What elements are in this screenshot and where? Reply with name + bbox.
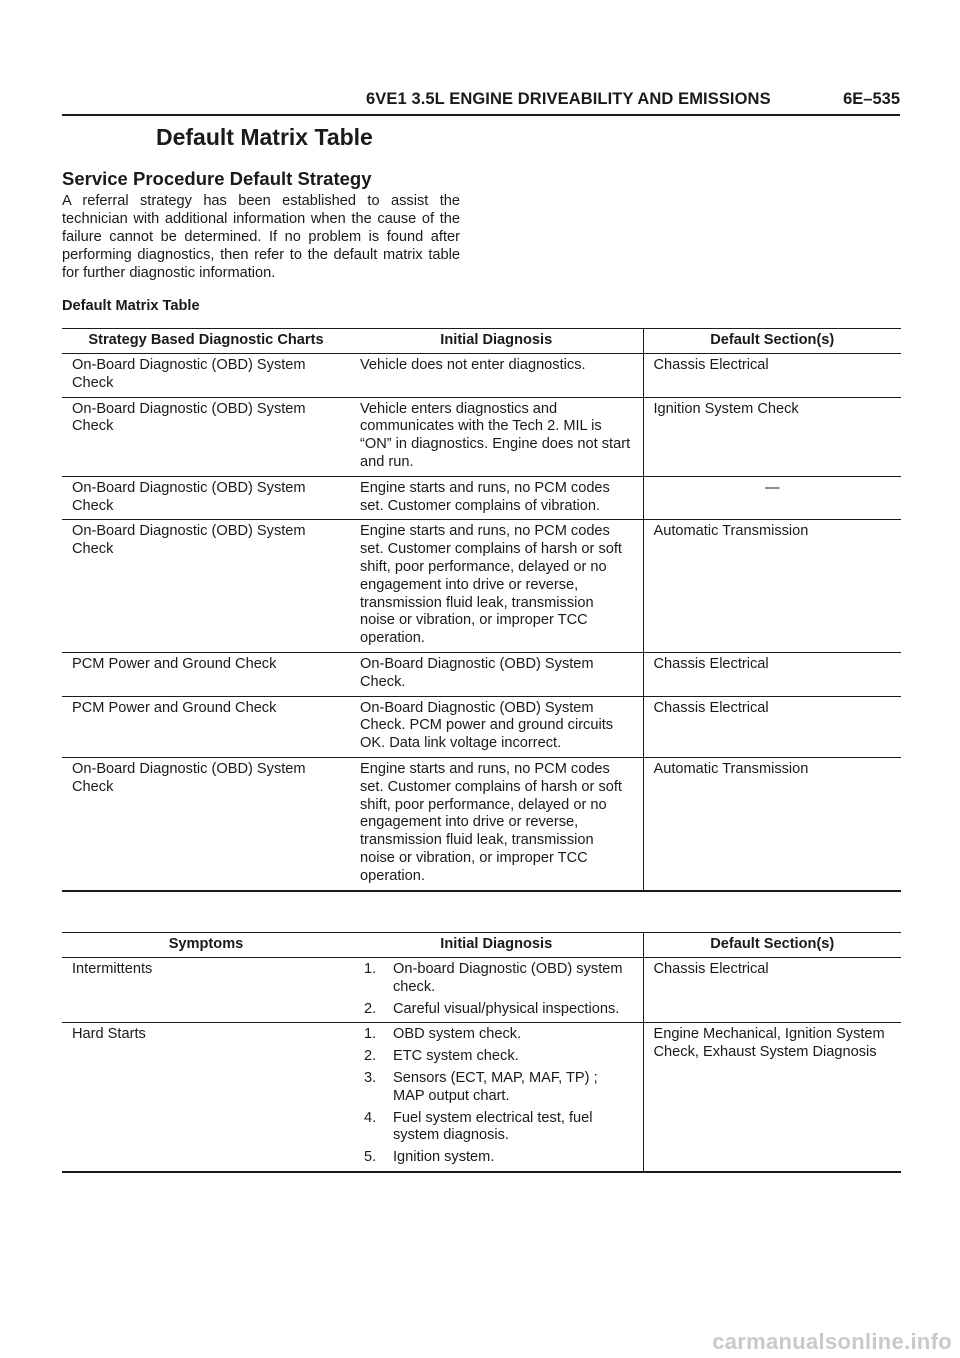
table-header-row — [62, 933, 901, 958]
list-item — [360, 1110, 633, 1146]
list-item — [360, 1001, 633, 1019]
table-row — [62, 696, 901, 757]
step-text: Ignition system. — [393, 1149, 495, 1166]
table-cell: On-Board Diagnostic (OBD) System Check — [62, 476, 350, 520]
table-cell: On-Board Diagnostic (OBD) System Check — [72, 760, 306, 795]
column-header: Default Section(s) — [643, 329, 901, 354]
table-cell: — — [643, 476, 901, 520]
diagnosis-steps — [360, 1026, 633, 1167]
step-text: On-board Diagnostic (OBD) system check. — [393, 961, 623, 995]
table-caption: Default Matrix Table — [62, 298, 200, 314]
list-item — [360, 1070, 633, 1106]
section-cell: Engine Mechanical, Ignition System Check, Exhaust System Diagnosis — [643, 1023, 901, 1172]
table-row — [62, 520, 901, 653]
step-number: 1. — [364, 961, 377, 977]
table-cell: Engine starts and runs, no PCM codes set. Customer complains of vibration. — [350, 476, 643, 520]
step-text: ETC system check. — [393, 1048, 519, 1065]
table-row — [62, 1023, 901, 1172]
table-cell: Engine starts and runs, no PCM codes set. Customer complains of harsh or soft shift, poor performance, delayed or no engagement into drive or reverse, transmission fluid leak, transmission noise or vibration, or improper TCC operation. — [360, 760, 622, 884]
column-header: Initial Diagnosis — [350, 329, 643, 354]
table-cell: On-Board Diagnostic (OBD) System Check — [62, 520, 350, 653]
list-item — [360, 961, 633, 997]
watermark: carmanualsonline.info — [712, 1329, 952, 1354]
step-number: 3. — [364, 1069, 377, 1086]
table-cell: On-Board Diagnostic (OBD) System Check. PCM power and ground circuits OK. Data link voltage incorrect. — [350, 696, 643, 757]
table-row — [62, 354, 901, 398]
section-title: 6VE1 3.5L ENGINE DRIVEABILITY AND EMISSIONS — [366, 90, 771, 108]
column-header: Default Section(s) — [643, 933, 901, 958]
table-cell: On-Board Diagnostic (OBD) System Check — [62, 397, 350, 476]
table-cell: Automatic Transmission — [643, 757, 901, 890]
step-number: 4. — [364, 1109, 377, 1126]
table-cell: Automatic Transmission — [643, 520, 901, 653]
column-header: Strategy Based Diagnostic Charts — [62, 329, 350, 354]
section-heading: Service Procedure Default Strategy — [62, 168, 372, 189]
table-cell: On-Board Diagnostic (OBD) System Check. — [350, 652, 643, 696]
table-cell: Vehicle enters diagnostics and communicates with the Tech 2. MIL is “ON” in diagnostics. Engine does not start and run. — [350, 397, 643, 476]
table-cell: Vehicle does not enter diagnostics. — [350, 354, 643, 398]
list-item — [360, 1048, 633, 1066]
step-number: 1. — [364, 1026, 377, 1043]
step-number: 5. — [364, 1149, 377, 1166]
diagnosis-steps-cell — [350, 958, 643, 1023]
section-cell: Chassis Electrical — [643, 958, 901, 1023]
table-cell: Engine starts and runs, no PCM codes set. Customer complains of harsh or soft shift, poor performance, delayed or no engagement into drive or reverse, transmission fluid leak, transmission noise or vibration, or improper TCC operation. — [350, 520, 643, 653]
step-number: 2. — [364, 1048, 377, 1065]
table-row — [62, 652, 901, 696]
table-row — [62, 958, 901, 1023]
table-cell: Chassis Electrical — [643, 652, 901, 696]
page-header — [62, 88, 900, 116]
symptoms-table — [62, 932, 901, 1173]
table-header-row — [62, 329, 901, 354]
step-text: OBD system check. — [393, 1026, 522, 1043]
step-text: Careful visual/physical inspections. — [393, 1000, 620, 1017]
table-row — [62, 757, 901, 890]
step-number: 2. — [364, 1000, 377, 1017]
table-cell: Chassis Electrical — [643, 354, 901, 398]
step-text: Fuel system electrical test, fuel system diagnosis. — [393, 1109, 593, 1144]
table-cell: PCM Power and Ground Check — [62, 696, 350, 757]
list-item — [360, 1149, 633, 1167]
table-cell: Chassis Electrical — [643, 696, 901, 757]
strategy-table — [62, 328, 901, 892]
symptom-cell: Intermittents — [62, 958, 350, 1023]
intro-paragraph: A referral strategy has been established to assist the technician with additional information when the cause of the failure cannot be determined. If no problem is found after performing diagnostics, then refer to the default matrix table for further diagnostic information. — [62, 193, 460, 281]
page-title: Default Matrix Table — [156, 124, 373, 150]
column-header: Initial Diagnosis — [350, 933, 643, 958]
list-item — [360, 1026, 633, 1044]
column-header: Symptoms — [62, 933, 350, 958]
table-cell: Ignition System Check — [643, 397, 901, 476]
table-row — [62, 397, 901, 476]
step-text: Sensors (ECT, MAP, MAF, TP) ; MAP output chart. — [393, 1069, 598, 1104]
page-number: 6E–535 — [843, 90, 900, 108]
diagnosis-steps-cell — [350, 1023, 643, 1172]
table-cell: PCM Power and Ground Check — [62, 652, 350, 696]
symptom-cell: Hard Starts — [72, 1026, 146, 1043]
table-cell: On-Board Diagnostic (OBD) System Check — [62, 354, 350, 398]
table-row — [62, 476, 901, 520]
diagnosis-steps — [360, 961, 633, 1018]
